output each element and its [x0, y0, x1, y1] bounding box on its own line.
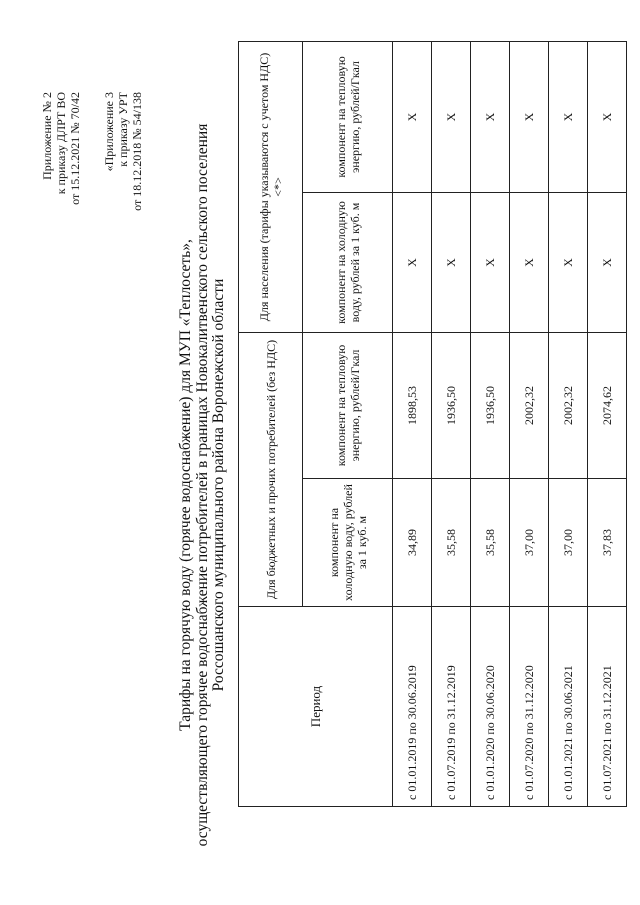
cell-period: с 01.07.2021 по 31.12.2021	[588, 607, 627, 807]
cell-pop-heat: X	[510, 41, 549, 192]
title-line1: Тарифы на горячую воду (горячее водоснабжение) для МУП «Теплосеть»,	[177, 239, 194, 731]
annex-3-reference	[102, 92, 144, 211]
cell-budget-cold: 37,00	[549, 479, 588, 607]
cell-budget-cold: 35,58	[471, 479, 510, 607]
header-period: Период	[239, 607, 393, 807]
cell-budget-heat: 1898,53	[393, 332, 432, 478]
cell-pop-heat: X	[549, 41, 588, 192]
table-row	[549, 41, 588, 806]
cell-period: с 01.07.2020 по 31.12.2020	[510, 607, 549, 807]
annex-3-line2: к приказу УРТ	[116, 92, 130, 167]
cell-budget-heat: 1936,50	[432, 332, 471, 478]
cell-period: с 01.07.2019 по 31.12.2019	[432, 607, 471, 807]
document-title	[178, 105, 228, 865]
cell-budget-cold: 34,89	[393, 479, 432, 607]
header-pop-heat: компонент на тепловую энергию, рублей/Гкал	[303, 41, 393, 192]
table-row	[510, 41, 549, 806]
table-row	[588, 41, 627, 806]
tariff-table	[238, 41, 627, 807]
cell-budget-heat: 1936,50	[471, 332, 510, 478]
cell-pop-cold: X	[549, 192, 588, 332]
cell-period: с 01.01.2021 по 30.06.2021	[549, 607, 588, 807]
cell-pop-heat: X	[471, 41, 510, 192]
cell-pop-heat: X	[432, 41, 471, 192]
cell-period: с 01.01.2020 по 30.06.2020	[471, 607, 510, 807]
annex-3-line3: от 18.12.2018 № 54/138	[130, 92, 144, 211]
cell-pop-cold: X	[393, 192, 432, 332]
cell-pop-cold: X	[588, 192, 627, 332]
title-line2: осуществляющего горячее водоснабжение потребителей в границах Новокалитвенского сельского поселения	[193, 123, 211, 847]
cell-pop-heat: X	[393, 41, 432, 192]
table-row	[432, 41, 471, 806]
header-group-budget: Для бюджетных и прочих потребителей (без НДС)	[239, 332, 303, 606]
header-budget-cold: компонент на холодную воду, рублей за 1 куб. м	[303, 479, 393, 607]
cell-budget-cold: 37,83	[588, 479, 627, 607]
cell-budget-heat: 2002,32	[510, 332, 549, 478]
cell-budget-heat: 2002,32	[549, 332, 588, 478]
annex-3-line1: «Приложение 3	[102, 92, 116, 172]
cell-budget-cold: 35,58	[432, 479, 471, 607]
annex-2-line2: к приказу ДЛРТ ВО	[54, 92, 68, 195]
header-budget-heat: компонент на тепловую энергию, рублей/Гкал	[303, 332, 393, 478]
annex-2-line1: Приложение № 2	[40, 92, 54, 180]
cell-budget-cold: 37,00	[510, 479, 549, 607]
annex-2-line3: от 15.12.2021 № 70/42	[68, 92, 82, 205]
cell-period: с 01.01.2019 по 30.06.2019	[393, 607, 432, 807]
cell-pop-cold: X	[471, 192, 510, 332]
header-pop-cold: компонент на холодную воду, рублей за 1 куб. м	[303, 192, 393, 332]
title-line3: Россошанского муниципального района Воронежской области	[210, 278, 227, 692]
table-row	[471, 41, 510, 806]
cell-pop-heat: X	[588, 41, 627, 192]
cell-budget-heat: 2074,62	[588, 332, 627, 478]
header-group-population: Для населения (тарифы указываются с учетом НДС) <*>	[239, 41, 303, 332]
cell-pop-cold: X	[432, 192, 471, 332]
table-row	[393, 41, 432, 806]
annex-2-reference	[40, 92, 82, 205]
cell-pop-cold: X	[510, 192, 549, 332]
